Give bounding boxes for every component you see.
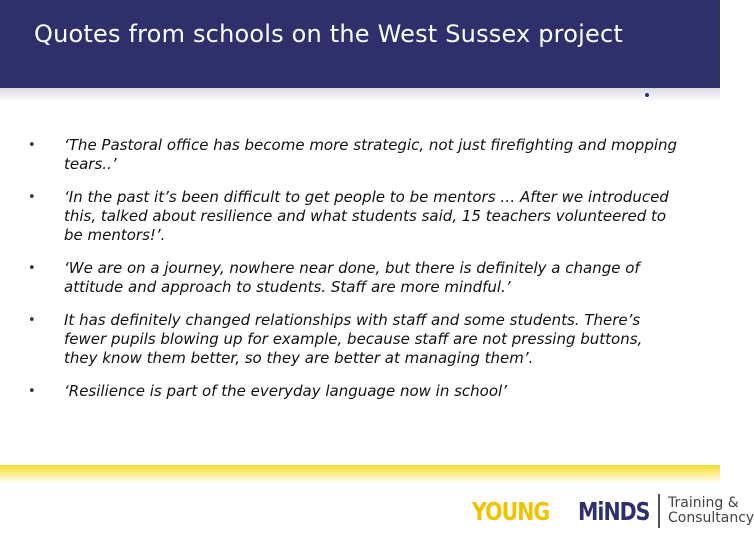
bullet-icon: • bbox=[28, 384, 36, 399]
quote-text: It has definitely changed relationships with staff and some students. There’s fewer pupils blowing up for example, because staff are not pressing buttons, they know them better, so they are better at managing them’. bbox=[64, 311, 643, 367]
footer-accent-band bbox=[0, 465, 720, 483]
decorative-dot bbox=[645, 93, 649, 97]
title-bar bbox=[0, 0, 720, 90]
youngminds-logo bbox=[472, 494, 754, 528]
bullet-icon: • bbox=[28, 190, 36, 205]
logo-subtitle-line1: Training & bbox=[668, 495, 739, 511]
quote-text: ‘Resilience is part of the everyday language now in school’ bbox=[64, 382, 507, 400]
logo-subtitle bbox=[668, 496, 754, 526]
logo-minds-text: MiNDS bbox=[578, 496, 650, 526]
bullet-icon: • bbox=[28, 261, 36, 276]
quote-text: ‘We are on a journey, nowhere near done, but there is definitely a change of attitude and approach to students. Staff are more mindful.’ bbox=[64, 259, 640, 296]
quote-item bbox=[28, 136, 678, 174]
quote-text: ‘In the past it’s been difficult to get people to be mentors … After we introduced this, talked about resilience and what students said, 15 teachers volunteered to be mentors!’. bbox=[64, 188, 669, 244]
quote-item bbox=[28, 382, 678, 401]
quote-item bbox=[28, 311, 678, 368]
logo-divider bbox=[658, 494, 660, 528]
logo-subtitle-line2: Consultancy bbox=[668, 510, 754, 526]
quote-text: ‘The Pastoral office has become more strategic, not just firefighting and mopping tears..’ bbox=[64, 136, 678, 173]
bullet-icon: • bbox=[28, 313, 36, 328]
logo-young-text: YOUNG bbox=[472, 496, 550, 526]
quote-item bbox=[28, 188, 678, 245]
quote-list bbox=[28, 136, 678, 415]
quote-item bbox=[28, 259, 678, 297]
bullet-icon: • bbox=[28, 138, 36, 153]
slide-title: Quotes from schools on the West Sussex project bbox=[34, 20, 623, 48]
title-bar-shadow bbox=[0, 88, 720, 102]
